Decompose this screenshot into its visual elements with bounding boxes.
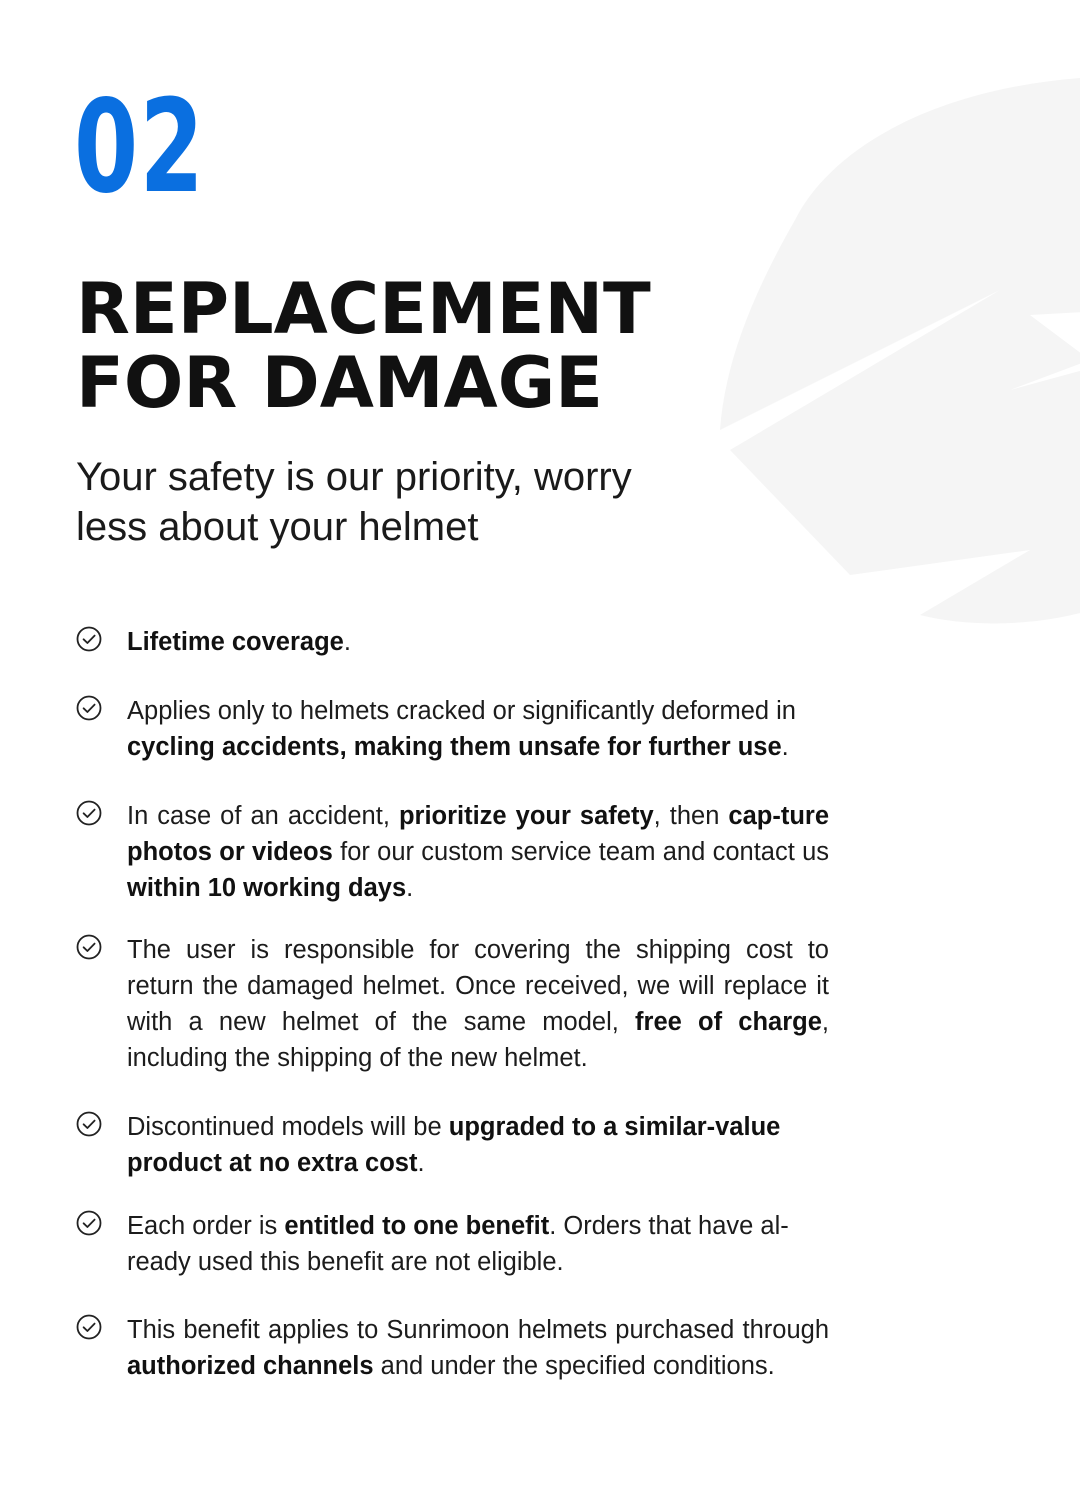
benefit-text — [127, 1312, 829, 1384]
benefit-segment: . — [781, 733, 789, 761]
benefit-highlight: free of charge — [635, 1008, 822, 1036]
check-circle-icon — [76, 695, 102, 721]
logo-watermark — [700, 60, 1080, 640]
benefit-text — [127, 1208, 829, 1280]
benefit-text — [127, 624, 829, 660]
check-circle-icon — [76, 800, 102, 826]
page-subtitle-line-1: Your safety is our priority, worry — [76, 455, 632, 499]
benefit-highlight: Lifetime coverage — [127, 628, 344, 656]
check-circle-icon — [76, 1314, 102, 1340]
page-title-line-2: FOR DAMAGE — [76, 342, 603, 424]
benefit-highlight: cycling accidents, making them unsafe for further use — [127, 733, 782, 761]
benefit-highlight: prioritize your safety — [398, 802, 654, 830]
benefit-segment: The user is responsible for covering the shipping cost to return the damaged helmet. Once received, we will replace it with a new helmet of the same model, — [127, 936, 829, 1036]
benefit-text — [127, 693, 829, 765]
benefit-segment: This benefit applies to Sunrimoon helmets purchased through — [127, 1316, 829, 1344]
benefit-text — [127, 932, 829, 1076]
benefit-segment: for our custom service team and contact us — [332, 838, 830, 866]
benefit-highlight: cap-ture photos or videos — [127, 802, 830, 866]
benefit-segment: . — [343, 628, 351, 656]
page-title — [76, 268, 696, 424]
benefit-highlight: within 10 working days — [127, 874, 407, 902]
check-circle-icon — [76, 1210, 102, 1236]
benefit-segment: . Orders that have al-ready used this benefit are not eligible. — [127, 1212, 789, 1276]
page-title-line-1: REPLACEMENT — [76, 268, 651, 350]
benefit-highlight: upgraded to a similar-value product at no extra cost — [127, 1113, 781, 1177]
benefit-segment: Each order is — [127, 1212, 285, 1240]
benefit-segment: . — [406, 874, 414, 902]
benefit-segment: Applies only to helmets cracked or significantly deformed in — [127, 697, 796, 725]
benefit-highlight: entitled to one benefit — [284, 1212, 550, 1240]
benefit-text — [127, 798, 829, 906]
section-number: 02 — [74, 73, 206, 222]
benefit-segment: , including the shipping of the new helmet. — [127, 1008, 829, 1072]
check-circle-icon — [76, 626, 102, 652]
benefit-segment: . — [417, 1149, 425, 1177]
check-circle-icon — [76, 1111, 102, 1137]
benefit-segment: , then — [653, 802, 729, 830]
benefit-text — [127, 1109, 829, 1181]
page-subtitle — [76, 452, 716, 552]
benefit-highlight: authorized channels — [127, 1352, 374, 1380]
benefit-segment: Discontinued models will be — [127, 1113, 449, 1141]
check-circle-icon — [76, 934, 102, 960]
benefit-segment: In case of an accident, — [127, 802, 399, 830]
page-subtitle-line-2: less about your helmet — [76, 505, 479, 549]
benefit-segment: and under the specified conditions. — [373, 1352, 775, 1380]
